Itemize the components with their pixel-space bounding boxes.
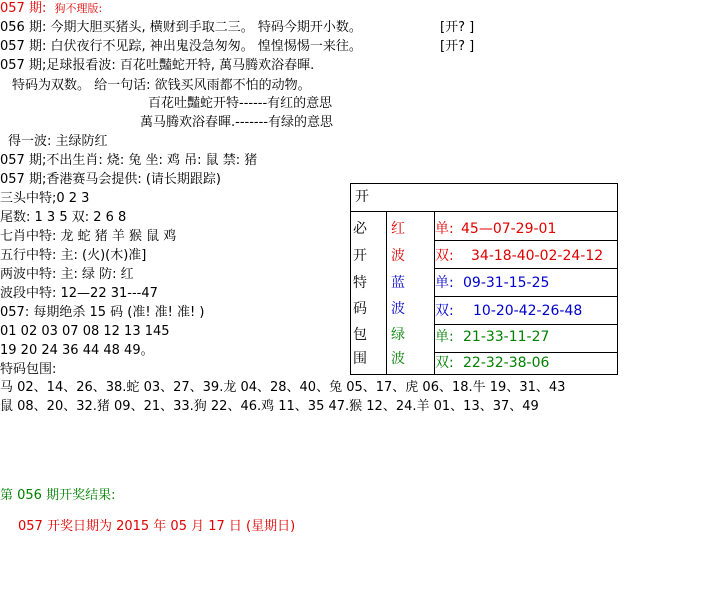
box-row-key: 单: bbox=[435, 275, 454, 291]
box-row-key: 双: bbox=[435, 355, 454, 371]
box-row-value: 21-33-11-27 bbox=[463, 329, 550, 345]
line-056: 056 期: 今期大胆买猪头, 横财到手取二三。 特码今期开小数。 [开? ] bbox=[0, 20, 475, 35]
box-col1-cell: 特 bbox=[353, 275, 367, 291]
line-zod1: 马 02、14、26、38.蛇 03、27、39.龙 04、28、40、兔 05、17、虎 06、18.牛 19、31、43 bbox=[0, 380, 566, 395]
box-row-value: 45—07-29-01 bbox=[461, 221, 557, 237]
line-nums1: 01 02 03 07 08 12 13 145 bbox=[0, 324, 170, 339]
box-row-value: 10-20-42-26-48 bbox=[473, 303, 583, 319]
box-col2-cell: 波 bbox=[391, 301, 405, 317]
box-head: 开 bbox=[351, 184, 617, 212]
line-snake: 百花吐豔蛇开特------有红的意思 bbox=[148, 96, 333, 111]
box-col2-cell: 波 bbox=[391, 351, 405, 367]
line-15: 057: 每期绝杀 15 码 (准! 准! 准! ) bbox=[0, 305, 205, 320]
box-row-key: 双: bbox=[435, 248, 454, 264]
slogan-label: 狗不理版: bbox=[54, 2, 103, 15]
line-nums2: 19 20 24 36 44 48 49。 bbox=[0, 343, 154, 358]
box-row-value: 34-18-40-02-24-12 bbox=[471, 248, 604, 264]
line-even: 特码为双数。 给一句话: 欲钱买风雨都不怕的动物。 bbox=[12, 78, 311, 93]
box-row-key: 双: bbox=[435, 303, 454, 319]
box-row-key: 单: bbox=[435, 329, 454, 345]
line-wave: 得一波: 主绿防红 bbox=[8, 134, 108, 149]
line-head3: 三头中特;0 2 3 bbox=[0, 191, 90, 206]
draw-date: 057 开奖日期为 2015 年 05 月 17 日 (星期日) bbox=[18, 519, 296, 534]
line-tm: 特码包围: bbox=[0, 362, 57, 377]
box-row-value: 22-32-38-06 bbox=[463, 355, 550, 371]
box-col2-cell: 红 bbox=[391, 221, 405, 237]
box-col1-cell: 开 bbox=[353, 248, 367, 264]
line-057b: 057 期;足球报看波: 百花吐豔蛇开特, 萬马腾欢浴春暉. bbox=[0, 58, 315, 73]
divider bbox=[434, 296, 617, 297]
divider bbox=[434, 268, 617, 269]
line-born: 057 期;不出生肖: 烧: 兔 坐: 鸡 吊: 鼠 禁: 猪 bbox=[0, 153, 258, 168]
line-2wave: 两波中特: 主: 绿 防: 红 bbox=[0, 267, 134, 282]
code-box bbox=[350, 183, 618, 375]
period-label: 057 期: bbox=[0, 1, 47, 16]
box-col1-cell: 码 bbox=[353, 301, 367, 317]
line-hk: 057 期;香港赛马会提供: (请长期跟踪) bbox=[0, 172, 221, 187]
divider bbox=[434, 352, 617, 353]
line-5x: 五行中特: 主: (火)(木)准] bbox=[0, 248, 147, 263]
divider bbox=[434, 324, 617, 325]
box-col1-cell: 围 bbox=[353, 351, 367, 367]
divider bbox=[386, 212, 387, 374]
box-col2-cell: 蓝 bbox=[391, 275, 405, 291]
box-col1-cell: 包 bbox=[353, 327, 367, 343]
box-col2-cell: 绿 bbox=[391, 327, 405, 343]
line-057a: 057 期: 白伏夜行不见踪, 神出鬼没急匆匆。 惶惶惕惕一来往。 [开? ] bbox=[0, 39, 475, 54]
box-row-value: 09-31-15-25 bbox=[463, 275, 550, 291]
line-zod2: 鼠 08、20、32.猪 09、21、33.狗 22、46.鸡 11、35 47.猴 12、24.羊 01、13、37、49 bbox=[0, 399, 539, 414]
line-horse: 萬马腾欢浴春暉.-------有绿的意思 bbox=[140, 115, 333, 130]
result-title: 第 056 期开奖结果: bbox=[0, 488, 116, 503]
line-tail: 尾数: 1 3 5 双: 2 6 8 bbox=[0, 210, 127, 225]
box-row-key: 单: bbox=[435, 221, 454, 237]
line-7x: 七肖中特: 龙 蛇 猪 羊 猴 鼠 鸡 bbox=[0, 229, 177, 244]
divider bbox=[434, 240, 617, 241]
header-line bbox=[0, 0, 102, 18]
box-col2-cell: 波 bbox=[391, 248, 405, 264]
box-col1-cell: 必 bbox=[353, 221, 367, 237]
line-seg: 波段中特: 12—22 31---47 bbox=[0, 286, 158, 301]
